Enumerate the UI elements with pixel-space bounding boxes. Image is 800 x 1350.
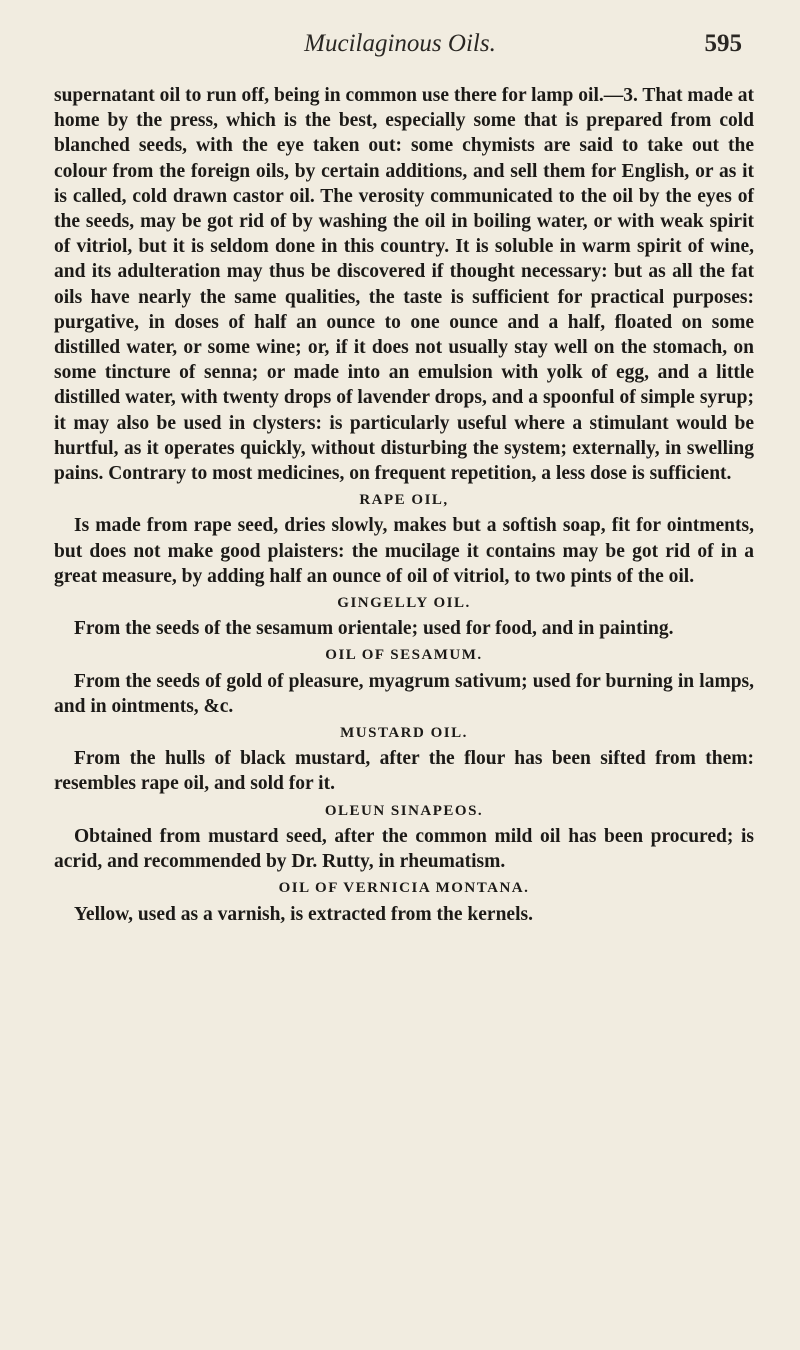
section-heading-gingelly-oil: GINGELLY OIL. (337, 595, 471, 612)
section-text-rape-oil: Is made from rape seed, dries slowly, makes but a softish soap, fit for ointments, but does not make good plaisters: the mucilage it contains may be got rid of in a great measure, by adding half an ounce of oil of vitriol, to two pints of the oil. (54, 515, 754, 587)
section-text-mustard-oil: From the hulls of black mustard, after the flour has been sifted from them: resembles rape oil, and sold for it. (54, 748, 754, 795)
page-header (0, 30, 800, 70)
section-text-oil-of-vernicia-montana: Yellow, used as a varnish, is extracted from the kernels. (74, 903, 533, 925)
intro-paragraph: supernatant oil to run off, being in common use there for lamp oil.—3. That made at home by the press, which is the best, especially some that is prepared from cold blanched seeds, with the eye taken out: some chymists are said to take out the colour from the foreign oils, by certain additions, and sell them for English, or as it is called, cold drawn castor oil. The verosity communicated to the oil by the eyes of the seeds, may be got rid of by washing the oil in boiling water, or with weak spirit of vitriol, but it is seldom done in this country. It is soluble in warm spirit of wine, and its adulteration may thus be discovered if thought necessary: but as all the fat oils have nearly the same qualities, the taste is sufficient for practical purposes: purgative, in doses of half an ounce to one ounce and a half, floated on some distilled water, or some wine; or, if it does not usually stay well on the stomach, on some tincture of senna; or made into an emulsion with yolk of egg, and a little distilled water, with twenty drops of lavender drops, and a spoonful of simple syrup; it may also be used in clysters: is particularly useful where a stimulant would be hurtful, as it operates quickly, without disturbing the system; externally, in swelling pains. Contrary to most medicines, on frequent repetition, a less dose is sufficient. (54, 85, 754, 485)
page-number: 595 (704, 30, 742, 57)
section-heading-rape-oil: RAPE OIL, (359, 492, 449, 509)
section-text-gingelly-oil: From the seeds of the sesamum orientale; used for food, and in painting. (74, 618, 674, 640)
section-heading-oil-of-sesamum: OIL OF SESAMUM. (325, 647, 483, 664)
section-text-oil-of-sesamum: From the seeds of gold of pleasure, myagrum sativum; used for burning in lamps, and in ointments, &c. (54, 670, 754, 717)
section-heading-mustard-oil: MUSTARD OIL. (340, 725, 468, 742)
section-heading-oil-of-vernicia-montana: OIL OF VERNICIA MONTANA. (278, 880, 530, 897)
body-text (54, 83, 754, 927)
section-heading-oleun-sinapeos: OLEUN SINAPEOS. (324, 802, 484, 819)
running-head: Mucilaginous Oils. (304, 30, 496, 57)
section-text-oleun-sinapeos: Obtained from mustard seed, after the common mild oil has been procured; is acrid, and recommended by Dr. Rutty, in rheumatism. (54, 825, 754, 873)
